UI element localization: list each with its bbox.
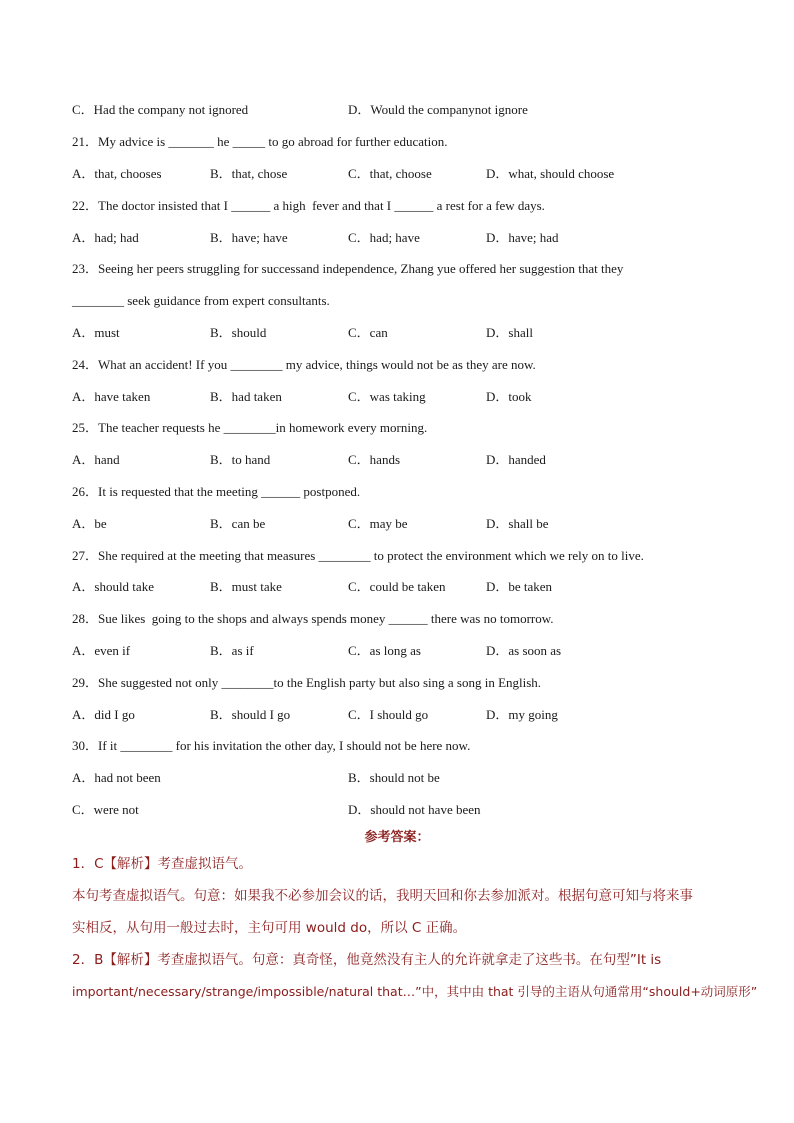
question-29-stem: 29．She suggested not only ________to the English party but also sing a song in English. (72, 675, 542, 690)
option-28-d: D．as soon as (486, 643, 562, 658)
answer-2-explanation (72, 982, 757, 1002)
option-27-c: C．could be taken (348, 579, 446, 594)
option-28-b: B．as if (210, 643, 254, 658)
option-29-a: A．did I go (72, 707, 135, 722)
option-22-c: C．had; have (348, 230, 420, 245)
option-23-c: C．can (348, 325, 388, 340)
option-26-d: D．shall be (486, 516, 549, 531)
option-29-b: B．should I go (210, 707, 291, 722)
answer-line: 本句考查虚拟语气。句意：如果我不必参加会议的话，我明天回和你去参加派对。根据句意可知与将来事 (72, 888, 693, 904)
option-20-c: C．Had the company not ignored (72, 102, 249, 117)
option-22-d: D．have; had (486, 230, 559, 245)
answer-1-explanation-cont (72, 918, 466, 938)
answer-line: 实相反，从句用一般过去时，主句可用 would do，所以 C 正确。 (72, 920, 467, 936)
option-22-a: A．had; had (72, 230, 139, 245)
option-28-a: A．even if (72, 643, 131, 658)
option-30-c: C．were not (72, 802, 139, 817)
question-22-stem: 22．The doctor insisted that I ______ a high fever and that I ______ a rest for a few days. (72, 198, 545, 213)
option-25-d: D．handed (486, 452, 546, 467)
option-24-d: D．took (486, 389, 532, 404)
option-21-a: A．that, chooses (72, 166, 162, 181)
option-27-b: B．must take (210, 579, 282, 594)
option-27-a: A．should take (72, 579, 154, 594)
question-27-stem: 27．She required at the meeting that measures ________ to protect the environment which we rely on to live. (72, 548, 644, 563)
option-25-c: C．hands (348, 452, 401, 467)
option-26-c: C．may be (348, 516, 408, 531)
question-26-stem: 26．It is requested that the meeting ______ postponed. (72, 484, 361, 499)
option-22-b: B．have; have (210, 230, 288, 245)
option-25-a: A．hand (72, 452, 120, 467)
option-23-b: B．should (210, 325, 267, 340)
option-24-c: C．was taking (348, 389, 426, 404)
option-29-c: C．I should go (348, 707, 429, 722)
question-21-stem: 21．My advice is _______ he _____ to go abroad for further education. (72, 134, 448, 149)
option-23-a: A．must (72, 325, 120, 340)
option-26-b: B．can be (210, 516, 266, 531)
question-30-stem: 30．If it ________ for his invitation the other day, I should not be here now. (72, 738, 471, 753)
option-30-d: D．should not have been (348, 802, 481, 817)
option-21-d: D．what, should choose (486, 166, 615, 181)
answer-line: 1．C【解析】考查虚拟语气。 (72, 856, 253, 872)
answer-1-title (72, 854, 252, 874)
option-21-c: C．that, choose (348, 166, 432, 181)
answer-heading: 参考答案： (364, 829, 430, 844)
option-30-b: B．should not be (348, 770, 440, 785)
option-24-b: B．had taken (210, 389, 282, 404)
option-25-b: B．to hand (210, 452, 271, 467)
option-28-c: C．as long as (348, 643, 421, 658)
answer-line: 2．B【解析】考查虚拟语气。句意：真奇怪，他竟然没有主人的允许就拿走了这些书。在句型”It is (72, 952, 662, 968)
answer-2-title (72, 950, 661, 970)
answer-line: important/necessary/strange/impossible/natural that…”中，其中由 that 引导的主语从句通常用“should+动词原形” (72, 984, 758, 999)
option-24-a: A．have taken (72, 389, 151, 404)
option-26-a: A．be (72, 516, 107, 531)
question-25-stem: 25．The teacher requests he ________in homework every morning. (72, 420, 428, 435)
option-23-d: D．shall (486, 325, 533, 340)
option-27-d: D．be taken (486, 579, 553, 594)
option-20-d: D．Would the companynot ignore (348, 102, 528, 117)
question-23-stem: 23．Seeing her peers struggling for successand independence, Zhang yue offered her suggestion that they (72, 261, 624, 276)
question-23-stem-cont: ________ seek guidance from expert consultants. (72, 293, 330, 308)
option-30-a: A．had not been (72, 770, 161, 785)
option-21-b: B．that, chose (210, 166, 288, 181)
question-24-stem: 24．What an accident! If you ________ my advice, things would not be as they are now. (72, 357, 536, 372)
question-28-stem: 28．Sue likes going to the shops and always spends money ______ there was no tomorrow. (72, 611, 554, 626)
option-29-d: D．my going (486, 707, 558, 722)
answer-1-explanation (72, 886, 693, 906)
